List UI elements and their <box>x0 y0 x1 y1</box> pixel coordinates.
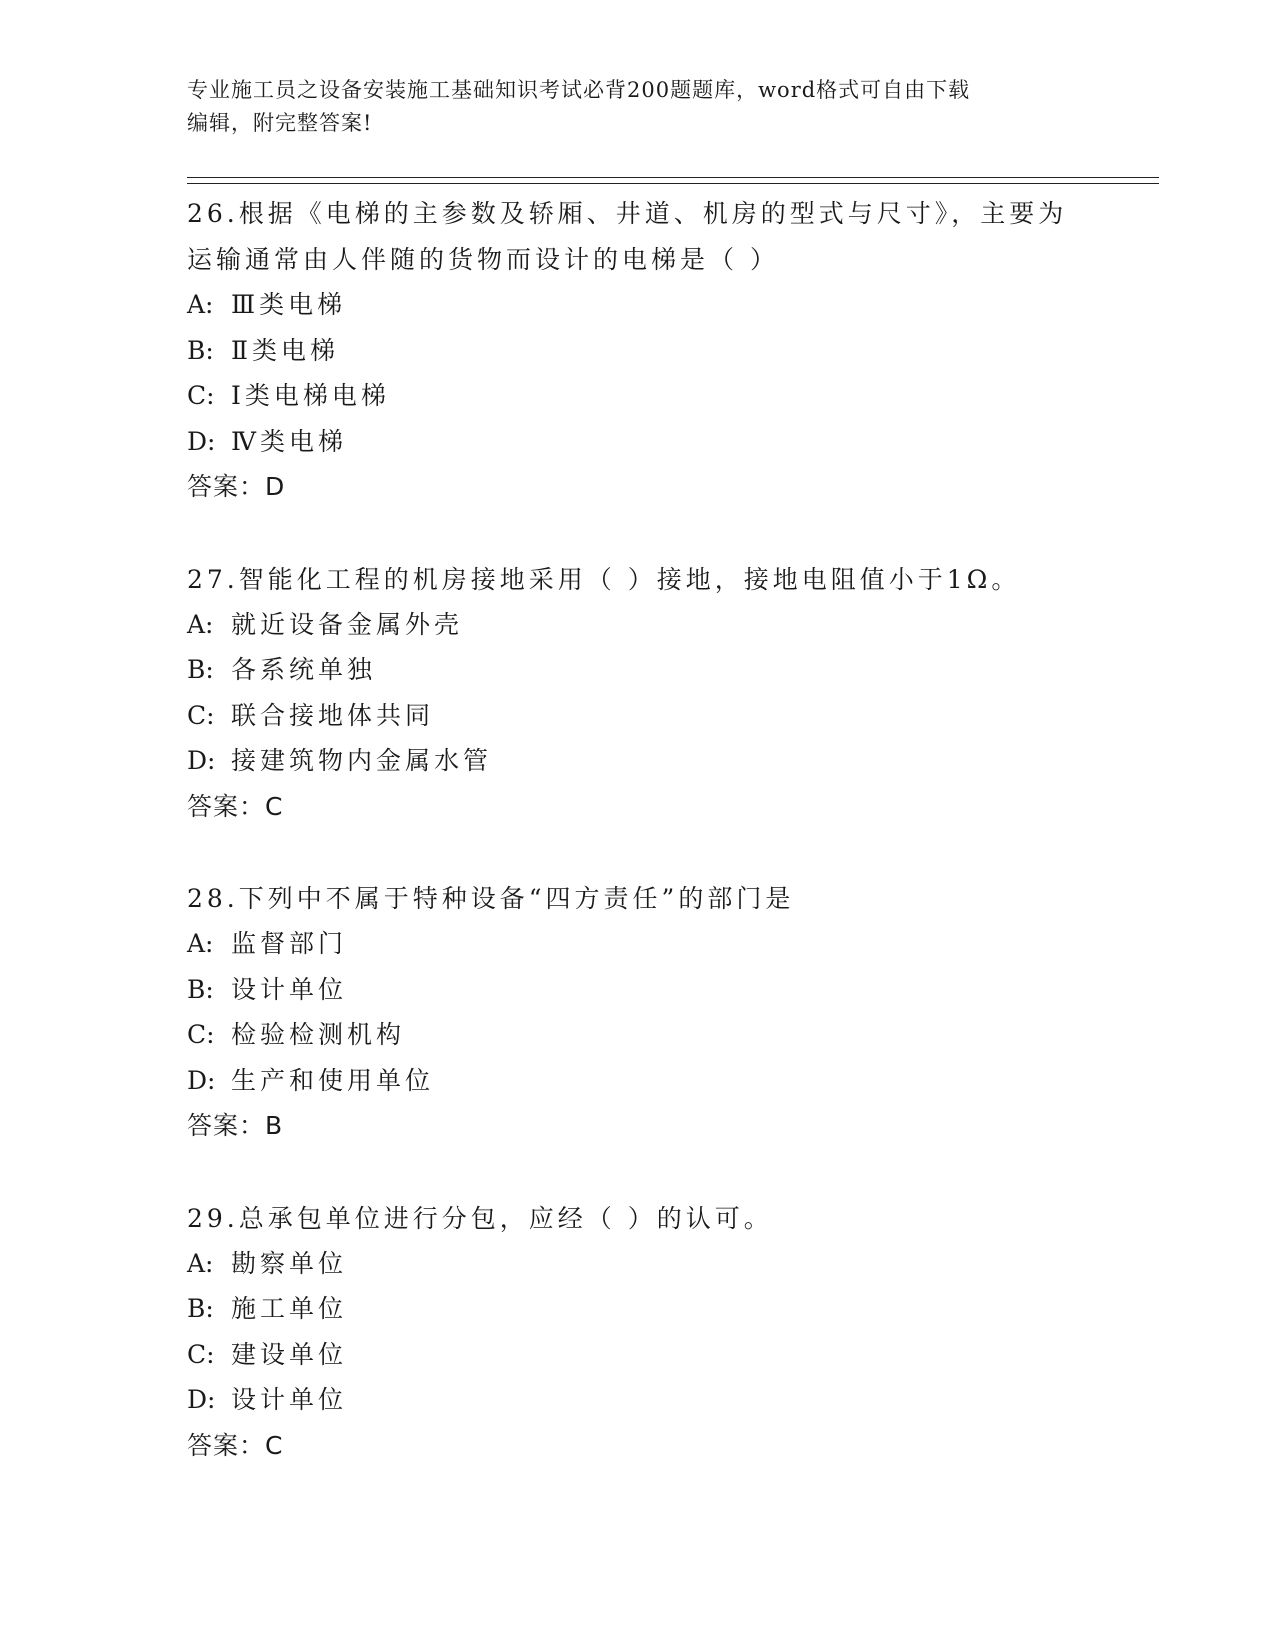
option-letter: D: <box>187 426 216 456</box>
option-text: Ⅳ类电梯 <box>231 426 347 456</box>
option-a <box>187 602 1087 648</box>
question-stem: 27.智能化工程的机房接地采用（ ）接地，接地电阻值小于1Ω。 <box>187 564 1021 594</box>
option-text: Ⅲ类电梯 <box>231 290 347 319</box>
option-letter: C: <box>187 381 215 410</box>
question-stem: 28.下列中不属于特种设备“四方责任”的部门是 <box>187 884 795 913</box>
option-c <box>187 1012 1087 1058</box>
header-title-line2: 编辑，附完整答案! <box>187 111 373 135</box>
option-d <box>187 1377 1087 1423</box>
option-letter: B: <box>187 335 214 365</box>
answer: 答案：D <box>187 472 286 501</box>
answer: 答案：C <box>187 1430 284 1460</box>
question-list <box>187 190 1087 1468</box>
option-letter: C: <box>187 1020 215 1049</box>
option-text: 联合接地体共同 <box>231 700 435 730</box>
question-stem-continued: 运输通常由人伴随的货物而设计的电梯是（ ） <box>187 245 779 274</box>
header-rule-bottom <box>187 183 1159 184</box>
option-text: 设计单位 <box>231 1385 348 1414</box>
option-d <box>187 1058 1087 1104</box>
header-rule-top <box>187 177 1159 178</box>
option-c <box>187 373 1087 419</box>
option-b <box>187 328 1087 374</box>
option-text: 监督部门 <box>231 929 348 958</box>
option-letter: A: <box>187 290 214 319</box>
option-letter: B: <box>187 974 214 1004</box>
option-d <box>187 419 1087 465</box>
question-27 <box>187 556 1087 830</box>
header-title-line1: 专业施工员之设备安装施工基础知识考试必背200题题库，word格式可自由下载 <box>187 78 971 102</box>
option-letter: A: <box>187 929 214 958</box>
question-26 <box>187 190 1087 510</box>
option-letter: D: <box>187 746 216 775</box>
question-29 <box>187 1195 1087 1469</box>
option-c <box>187 693 1087 739</box>
option-letter: A: <box>187 609 214 639</box>
answer: 答案：C <box>187 791 284 821</box>
option-d <box>187 738 1087 784</box>
option-text: 各系统单独 <box>231 655 377 684</box>
option-text: 就近设备金属外壳 <box>231 609 464 639</box>
option-letter: D: <box>187 1385 216 1414</box>
option-text: 设计单位 <box>231 974 348 1004</box>
answer: 答案：B <box>187 1111 284 1140</box>
option-text: Ⅱ类电梯 <box>231 335 339 365</box>
option-letter: B: <box>187 1294 214 1323</box>
option-a <box>187 282 1087 328</box>
option-letter: C: <box>187 1339 215 1369</box>
option-letter: D: <box>187 1065 216 1095</box>
option-b <box>187 967 1087 1013</box>
document-header <box>187 74 1087 140</box>
option-text: 勘察单位 <box>231 1248 348 1278</box>
question-stem: 26.根据《电梯的主参数及轿厢、井道、机房的型式与尺寸》，主要为 <box>187 199 1068 228</box>
option-text: 施工单位 <box>231 1294 348 1323</box>
option-text: 生产和使用单位 <box>231 1065 435 1095</box>
option-text: 接建筑物内金属水管 <box>231 746 493 775</box>
option-letter: C: <box>187 700 215 730</box>
question-28 <box>187 875 1087 1149</box>
option-text: Ⅰ类电梯电梯 <box>231 381 390 410</box>
option-a <box>187 921 1087 967</box>
option-text: 建设单位 <box>231 1339 348 1369</box>
option-b <box>187 647 1087 693</box>
option-letter: B: <box>187 655 214 684</box>
question-stem: 29.总承包单位进行分包，应经（ ）的认可。 <box>187 1203 773 1233</box>
option-letter: A: <box>187 1248 214 1278</box>
option-text: 检验检测机构 <box>231 1020 406 1049</box>
option-b <box>187 1286 1087 1332</box>
option-c <box>187 1332 1087 1378</box>
option-a <box>187 1241 1087 1287</box>
